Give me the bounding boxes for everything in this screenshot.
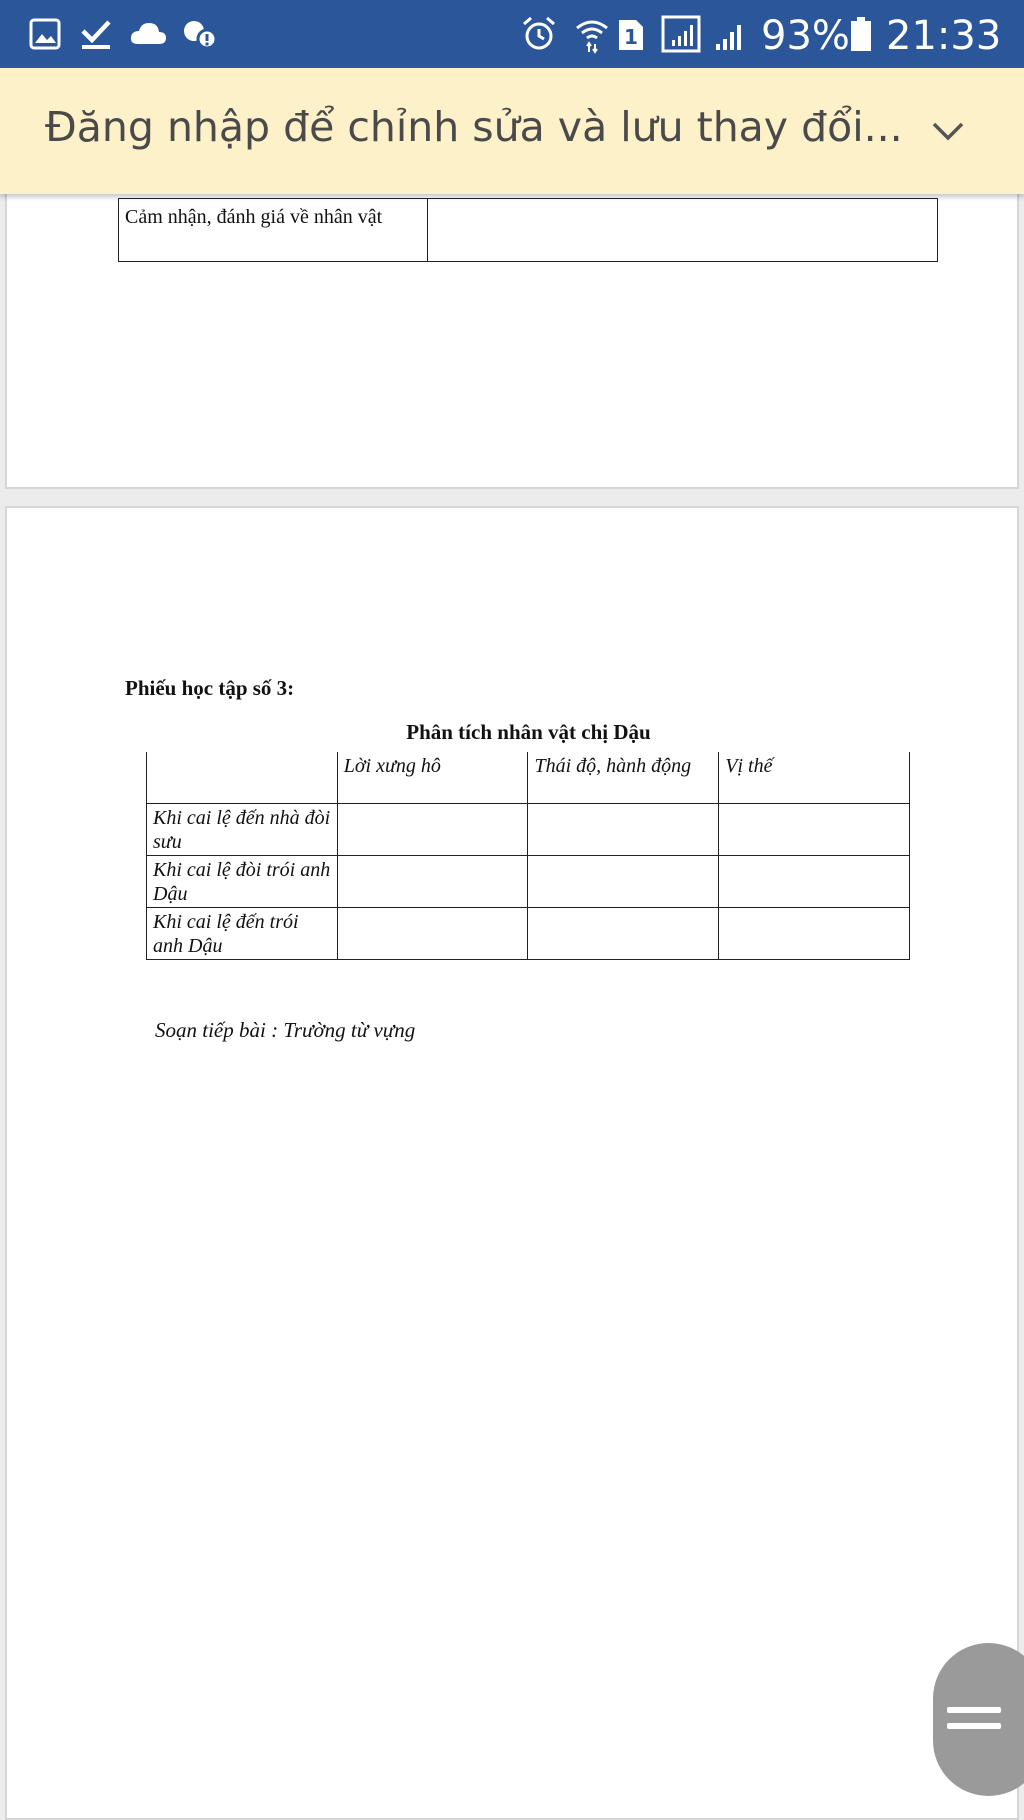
sim-1-icon — [616, 14, 646, 54]
worksheet-heading: Phiếu học tập số 3: — [125, 676, 295, 700]
vpn-key-icon — [180, 14, 220, 54]
table-cell — [719, 804, 910, 856]
wifi-icon — [572, 14, 612, 54]
signal-icon — [712, 14, 750, 54]
table-cell — [528, 804, 719, 856]
download-done-icon — [78, 14, 114, 54]
sign-in-banner[interactable] — [0, 68, 1024, 194]
document-page-1[interactable] — [5, 150, 1019, 489]
signal-box-icon — [660, 14, 702, 54]
table-row — [147, 856, 910, 908]
battery-icon — [849, 14, 873, 54]
table-header-row — [147, 752, 910, 804]
table-cell-label: Cảm nhận, đánh giá về nhân vật — [119, 199, 428, 262]
table-cell: Khi cai lệ đến nhà đòi sưu — [147, 804, 338, 856]
analysis-table — [146, 752, 910, 960]
table-cell-value — [428, 199, 938, 262]
table-cell — [337, 908, 528, 960]
table-row — [119, 199, 938, 262]
chevron-down-icon[interactable] — [928, 110, 968, 150]
svg-text:1: 1 — [624, 25, 638, 49]
homework-note: Soạn tiếp bài : Trường từ vựng — [155, 1018, 416, 1042]
table-header-cell: Thái độ, hành động — [528, 752, 719, 804]
table-header-cell: Vị thế — [719, 752, 910, 804]
table-cell — [719, 856, 910, 908]
status-bar — [0, 0, 1024, 68]
character-table-partial — [118, 198, 938, 262]
table-cell — [337, 804, 528, 856]
scroll-handle-button[interactable] — [933, 1643, 1024, 1796]
table-cell: Khi cai lệ đến trói anh Dậu — [147, 908, 338, 960]
table-header-cell: Lời xưng hô — [337, 752, 528, 804]
table-cell — [528, 856, 719, 908]
battery-percentage: 93% — [761, 13, 850, 59]
table-cell: Khi cai lệ đòi trói anh Dậu — [147, 856, 338, 908]
gallery-icon — [28, 14, 62, 54]
sign-in-banner-text[interactable]: Đăng nhập để chỉnh sửa và lưu thay đổi... — [45, 103, 903, 151]
cloud-icon — [128, 14, 168, 54]
table-cell — [337, 856, 528, 908]
table-row — [147, 804, 910, 856]
table-cell — [719, 908, 910, 960]
table-cell — [528, 908, 719, 960]
alarm-icon — [520, 14, 558, 54]
table-row — [147, 908, 910, 960]
table-caption: Phân tích nhân vật chị Dậu — [406, 720, 651, 744]
clock: 21:33 — [886, 13, 1002, 59]
document-page-2[interactable] — [5, 506, 1019, 1820]
table-header-cell — [147, 752, 338, 804]
